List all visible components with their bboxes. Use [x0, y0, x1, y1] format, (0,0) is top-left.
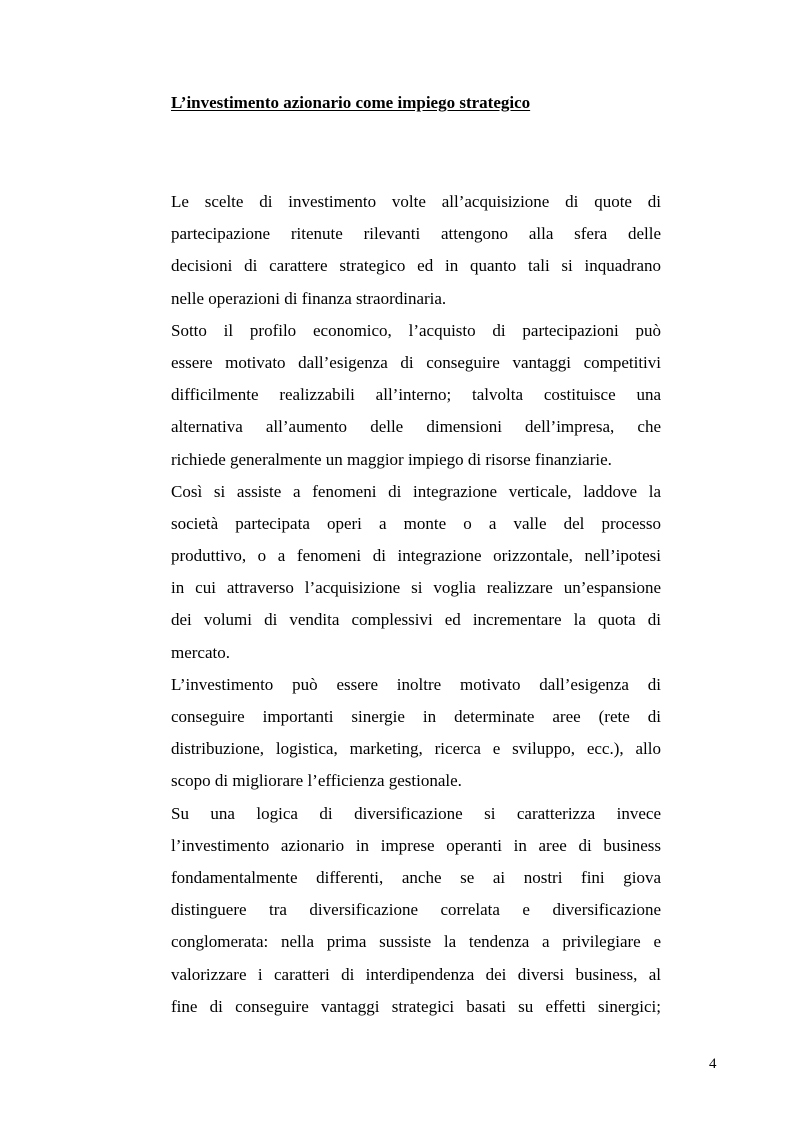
- text-line: Le scelte di investimento volte all’acquisizione di quote di: [171, 192, 661, 211]
- text-line: distribuzione, logistica, marketing, ricerca e sviluppo, ecc.), allo: [171, 739, 661, 759]
- text-line: Così si assiste a fenomeni di integrazione verticale, laddove la: [171, 481, 661, 501]
- text-line: Su una logica di diversificazione si caratterizza invece: [171, 803, 661, 823]
- text-line: difficilmente realizzabili all’interno; talvolta costituisce una: [171, 385, 661, 405]
- text-line: alternativa all’aumento delle dimensioni dell’impresa, che: [171, 417, 661, 437]
- text-line: conseguire importanti sinergie in determinate aree (rete di: [171, 707, 661, 726]
- section-heading: L’investimento azionario come impiego strategico: [171, 93, 531, 112]
- text-line: decisioni di carattere strategico ed in quanto tali si inquadrano: [171, 256, 661, 276]
- text-line: scopo di migliorare l’efficienza gestionale.: [171, 771, 462, 791]
- text-line: mercato.: [171, 642, 230, 662]
- text-line: dei volumi di vendita complessivi ed incrementare la quota di: [171, 610, 661, 630]
- body-text: [171, 186, 661, 1023]
- text-line: nelle operazioni di finanza straordinaria.: [171, 288, 447, 308]
- text-line: L’investimento può essere inoltre motivato dall’esigenza di: [171, 674, 661, 694]
- text-line: essere motivato dall’esigenza di conseguire vantaggi competitivi: [171, 352, 661, 372]
- text-line: società partecipata operi a monte o a valle del processo: [171, 513, 661, 533]
- text-line: in cui attraverso l’acquisizione si voglia realizzare un’espansione: [171, 578, 661, 598]
- text-line: fine di conseguire vantaggi strategici basati su effetti sinergici;: [171, 996, 661, 1016]
- text-line: produttivo, o a fenomeni di integrazione orizzontale, nell’ipotesi: [171, 546, 661, 566]
- text-line: l’investimento azionario in imprese operanti in aree di business: [171, 835, 661, 855]
- text-line: Sotto il profilo economico, l’acquisto di partecipazioni può: [171, 320, 661, 340]
- text-line: fondamentalmente differenti, anche se ai nostri fini giova: [171, 867, 661, 887]
- text-line: conglomerata: nella prima sussiste la tendenza a privilegiare e: [171, 932, 661, 952]
- page-number: 4: [709, 1056, 717, 1072]
- text-line: valorizzare i caratteri di interdipendenza dei diversi business, al: [171, 964, 661, 984]
- text-line: partecipazione ritenute rilevanti attengono alla sfera delle: [171, 224, 661, 244]
- text-line: richiede generalmente un maggior impiego di risorse finanziarie.: [171, 449, 612, 469]
- text-line: distinguere tra diversificazione correlata e diversificazione: [171, 900, 661, 920]
